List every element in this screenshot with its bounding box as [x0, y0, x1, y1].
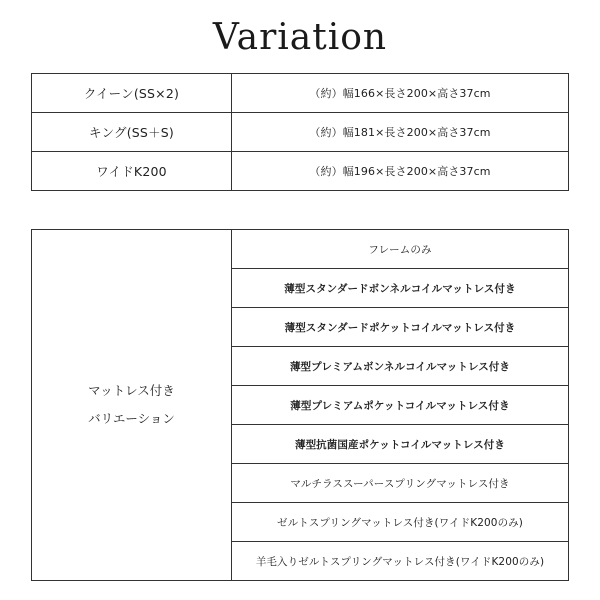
variation-row [32, 230, 569, 269]
variation-option: 薄型プレミアムボンネルコイルマットレス付き [232, 347, 569, 386]
size-dimensions: （約）幅196×長さ200×高さ37cm [232, 152, 569, 191]
size-dimensions: （約）幅181×長さ200×高さ37cm [232, 113, 569, 152]
size-table [31, 73, 569, 191]
variation-label-line1: マットレス付き [88, 383, 175, 398]
size-row-wide-k200 [32, 152, 569, 191]
variation-label-line2: バリエーション [88, 411, 175, 426]
size-row-queen [32, 74, 569, 113]
size-name: クイーン(SS×2) [32, 74, 232, 113]
variation-option: 薄型プレミアムポケットコイルマットレス付き [232, 386, 569, 425]
variation-label-cell [32, 230, 232, 581]
variation-option: 薄型スタンダードポケットコイルマットレス付き [232, 308, 569, 347]
variation-option: ゼルトスプリングマットレス付き(ワイドK200のみ) [232, 503, 569, 542]
variation-option: フレームのみ [232, 230, 569, 269]
size-name: ワイドK200 [32, 152, 232, 191]
mattress-variation-table [31, 229, 569, 581]
variation-option: 薄型スタンダードボンネルコイルマットレス付き [232, 269, 569, 308]
size-row-king [32, 113, 569, 152]
variation-option: マルチラススーパースプリングマットレス付き [232, 464, 569, 503]
size-name: キング(SS＋S) [32, 113, 232, 152]
size-dimensions: （約）幅166×長さ200×高さ37cm [232, 74, 569, 113]
variation-option: 薄型抗菌国産ポケットコイルマットレス付き [232, 425, 569, 464]
page-title: Variation [212, 17, 388, 58]
variation-option: 羊毛入りゼルトスプリングマットレス付き(ワイドK200のみ) [232, 542, 569, 581]
